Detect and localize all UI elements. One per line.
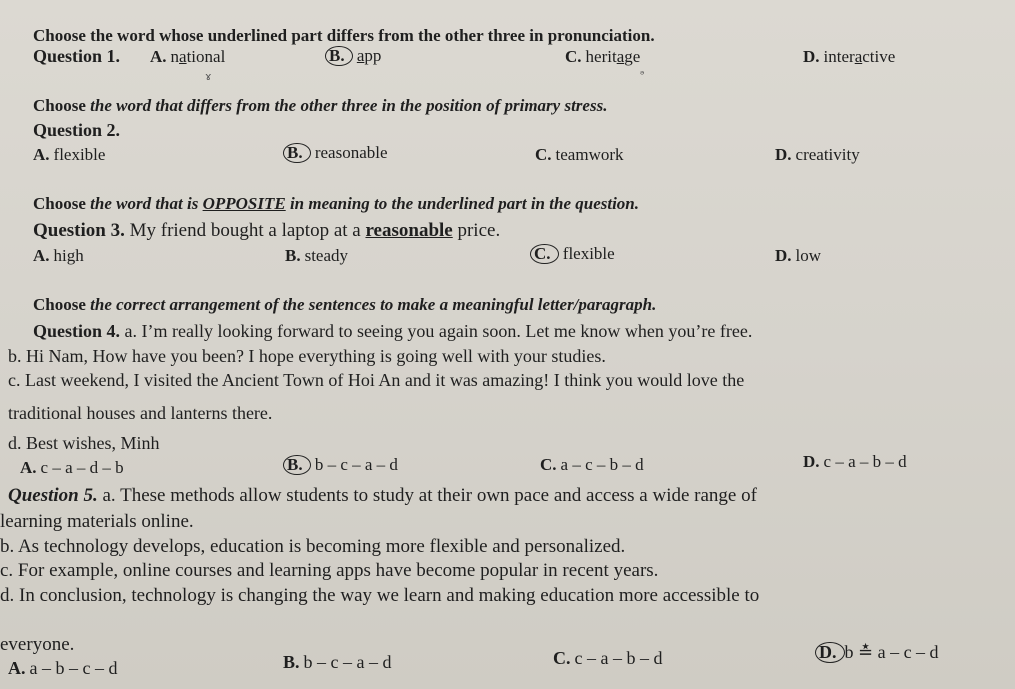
- sentence-text: a. I’m really looking forward to seeing you again soon. Let me know when you’re free.: [120, 321, 753, 341]
- sentence-text: b. As technology develops, education is becoming more flexible and personalized.: [0, 536, 626, 557]
- sentence-text: traditional houses and lanterns there.: [8, 403, 273, 423]
- instruction-italic: the correct arrangement of the sentences to make a meaningful letter/paragraph.: [90, 295, 657, 314]
- question-2-label: [33, 120, 120, 141]
- stem-underlined: reasonable: [365, 220, 453, 241]
- option-text: high: [53, 246, 84, 265]
- option-text-pre: inter: [823, 47, 855, 66]
- option-letter: C.: [535, 145, 552, 164]
- instruction-stress: [33, 96, 607, 116]
- q3-option-b[interactable]: [285, 246, 348, 266]
- option-letter: B.: [287, 143, 303, 162]
- option-text: b – c – a – d: [303, 652, 392, 672]
- option-letter: C.: [540, 455, 557, 474]
- option-letter: A.: [33, 246, 50, 265]
- q2-option-a[interactable]: [33, 145, 105, 165]
- option-letter: B.: [285, 246, 301, 265]
- option-text: a – c – b – d: [560, 455, 644, 474]
- q5-option-c[interactable]: [553, 648, 662, 669]
- sentence-text: a. These methods allow students to study at their own pace and access a wide range of: [97, 485, 757, 506]
- question-1-label: [33, 46, 120, 67]
- instruction-underlined: OPPOSITE: [202, 194, 286, 213]
- option-text: teamwork: [555, 145, 624, 164]
- answer-circle: [283, 455, 311, 475]
- option-letter: B.: [283, 652, 300, 672]
- q1-option-d[interactable]: [803, 47, 895, 67]
- option-text: steady: [304, 246, 349, 265]
- option-text: flexible: [53, 145, 106, 164]
- q5-sentence-c: [0, 560, 658, 582]
- q2-option-b[interactable]: [283, 143, 388, 163]
- sentence-text: c. For example, online courses and learning apps have become popular in recent years.: [0, 560, 659, 581]
- q5-sentence-b: [0, 536, 625, 558]
- q1-option-b[interactable]: [325, 46, 381, 66]
- option-text: b – c – a – d: [314, 455, 398, 474]
- option-underlined: a: [854, 47, 863, 66]
- option-text: a – b – c – d: [29, 658, 118, 678]
- stem-pre: My friend bought a laptop at a: [124, 220, 366, 241]
- option-text-pre: herit: [585, 47, 617, 66]
- option-letter: B.: [287, 455, 303, 474]
- q4-option-d[interactable]: [803, 452, 907, 472]
- q3-option-d[interactable]: [775, 246, 821, 266]
- option-letter: A.: [33, 145, 50, 164]
- option-underlined: a: [179, 47, 187, 66]
- instruction-opposite: [33, 194, 639, 214]
- stem-post: price.: [452, 220, 501, 241]
- option-text-post: pp: [364, 46, 382, 65]
- q4-label-text: Question 4.: [33, 321, 121, 341]
- instruction-pre: Choose: [33, 295, 91, 314]
- option-underlined: a: [616, 47, 625, 66]
- q5-option-b[interactable]: [283, 652, 392, 673]
- option-letter: D.: [775, 145, 792, 164]
- option-text-post: ctive: [862, 47, 896, 66]
- option-letter: C.: [565, 47, 582, 66]
- option-letter: C.: [553, 648, 571, 668]
- option-underlined: a: [356, 46, 365, 65]
- q5-label-text: Question 5.: [8, 485, 98, 506]
- option-text: creativity: [795, 145, 860, 164]
- q1-label-text: Question 1.: [33, 46, 121, 66]
- option-text: low: [795, 246, 822, 265]
- q5-sentence-a-cont: [0, 511, 194, 533]
- option-letter: A.: [150, 47, 167, 66]
- q4-sentence-c-cont: [8, 403, 272, 424]
- option-letter: B.: [329, 46, 345, 65]
- option-text-post: tional: [186, 47, 226, 66]
- question-3-stem: [33, 220, 500, 242]
- option-letter: A.: [8, 658, 26, 678]
- q2-option-d[interactable]: [775, 145, 860, 165]
- instruction-italic: the word that is: [90, 194, 203, 213]
- q4-sentence-a: [33, 321, 752, 342]
- option-text: c – a – b – d: [574, 648, 663, 668]
- sentence-text: learning materials online.: [0, 511, 194, 532]
- q5-sentence-d: [0, 585, 759, 607]
- instruction-pre: Choose: [33, 96, 91, 115]
- q4-option-a[interactable]: [20, 458, 124, 478]
- q3-label-text: Question 3.: [33, 220, 125, 241]
- instruction-pre: Choose: [33, 194, 91, 213]
- option-text: b ≛ a – c – d: [844, 642, 939, 662]
- option-text-pre: n: [170, 47, 180, 66]
- q5-option-a[interactable]: [8, 658, 117, 679]
- answer-circle: [325, 46, 353, 66]
- option-letter: D.: [803, 47, 820, 66]
- option-text: c – a – b – d: [823, 452, 907, 471]
- sentence-text: c. Last weekend, I visited the Ancient Town of Hoi An and it was amazing! I think you would love the: [8, 370, 745, 390]
- instruction-arrangement: [33, 295, 656, 315]
- option-letter: D.: [803, 452, 820, 471]
- instruction-italic: in meaning to the underlined part in the question.: [285, 194, 640, 213]
- option-letter: A.: [20, 458, 37, 477]
- q2-option-c[interactable]: [535, 145, 624, 165]
- instruction-text: Choose the word whose underlined part differs from the other three in pronunciation.: [33, 26, 655, 45]
- sentence-text: everyone.: [0, 634, 75, 655]
- q3-option-a[interactable]: [33, 246, 84, 266]
- q4-sentence-b: [8, 346, 606, 367]
- option-text-post: ge: [624, 47, 641, 66]
- q3-option-c[interactable]: [530, 244, 615, 264]
- option-letter: D.: [819, 642, 837, 662]
- sentence-text: b. Hi Nam, How have you been? I hope everything is going well with your studies.: [8, 346, 606, 366]
- option-text: c – a – d – b: [40, 458, 124, 477]
- option-text: flexible: [562, 244, 615, 263]
- q2-label-text: Question 2.: [33, 120, 121, 140]
- q4-sentence-d: [8, 433, 160, 454]
- answer-circle: [815, 642, 845, 663]
- sentence-text: d. In conclusion, technology is changing the way we learn and making education more accessible to: [0, 585, 760, 606]
- q4-sentence-c: [8, 370, 744, 391]
- handwritten-mark: ᵊ: [640, 68, 645, 81]
- option-letter: D.: [775, 246, 792, 265]
- option-letter: C.: [534, 244, 551, 263]
- q5-sentence-d-cont: [0, 634, 74, 656]
- sentence-text: d. Best wishes, Minh: [8, 433, 160, 453]
- answer-circle: [283, 143, 311, 163]
- instruction-italic: the word that differs from the other three in the position of primary stress.: [90, 96, 608, 115]
- option-text: reasonable: [314, 143, 388, 162]
- q4-option-c[interactable]: [540, 455, 644, 475]
- instruction-pronunciation: [33, 26, 655, 46]
- q4-option-b[interactable]: [283, 455, 398, 475]
- q1-option-a[interactable]: [150, 47, 225, 67]
- q5-option-d[interactable]: [815, 642, 939, 663]
- q1-option-c[interactable]: [565, 47, 640, 67]
- handwritten-mark: ɤ: [205, 70, 212, 83]
- q5-sentence-a: [8, 485, 757, 507]
- answer-circle: [530, 244, 559, 264]
